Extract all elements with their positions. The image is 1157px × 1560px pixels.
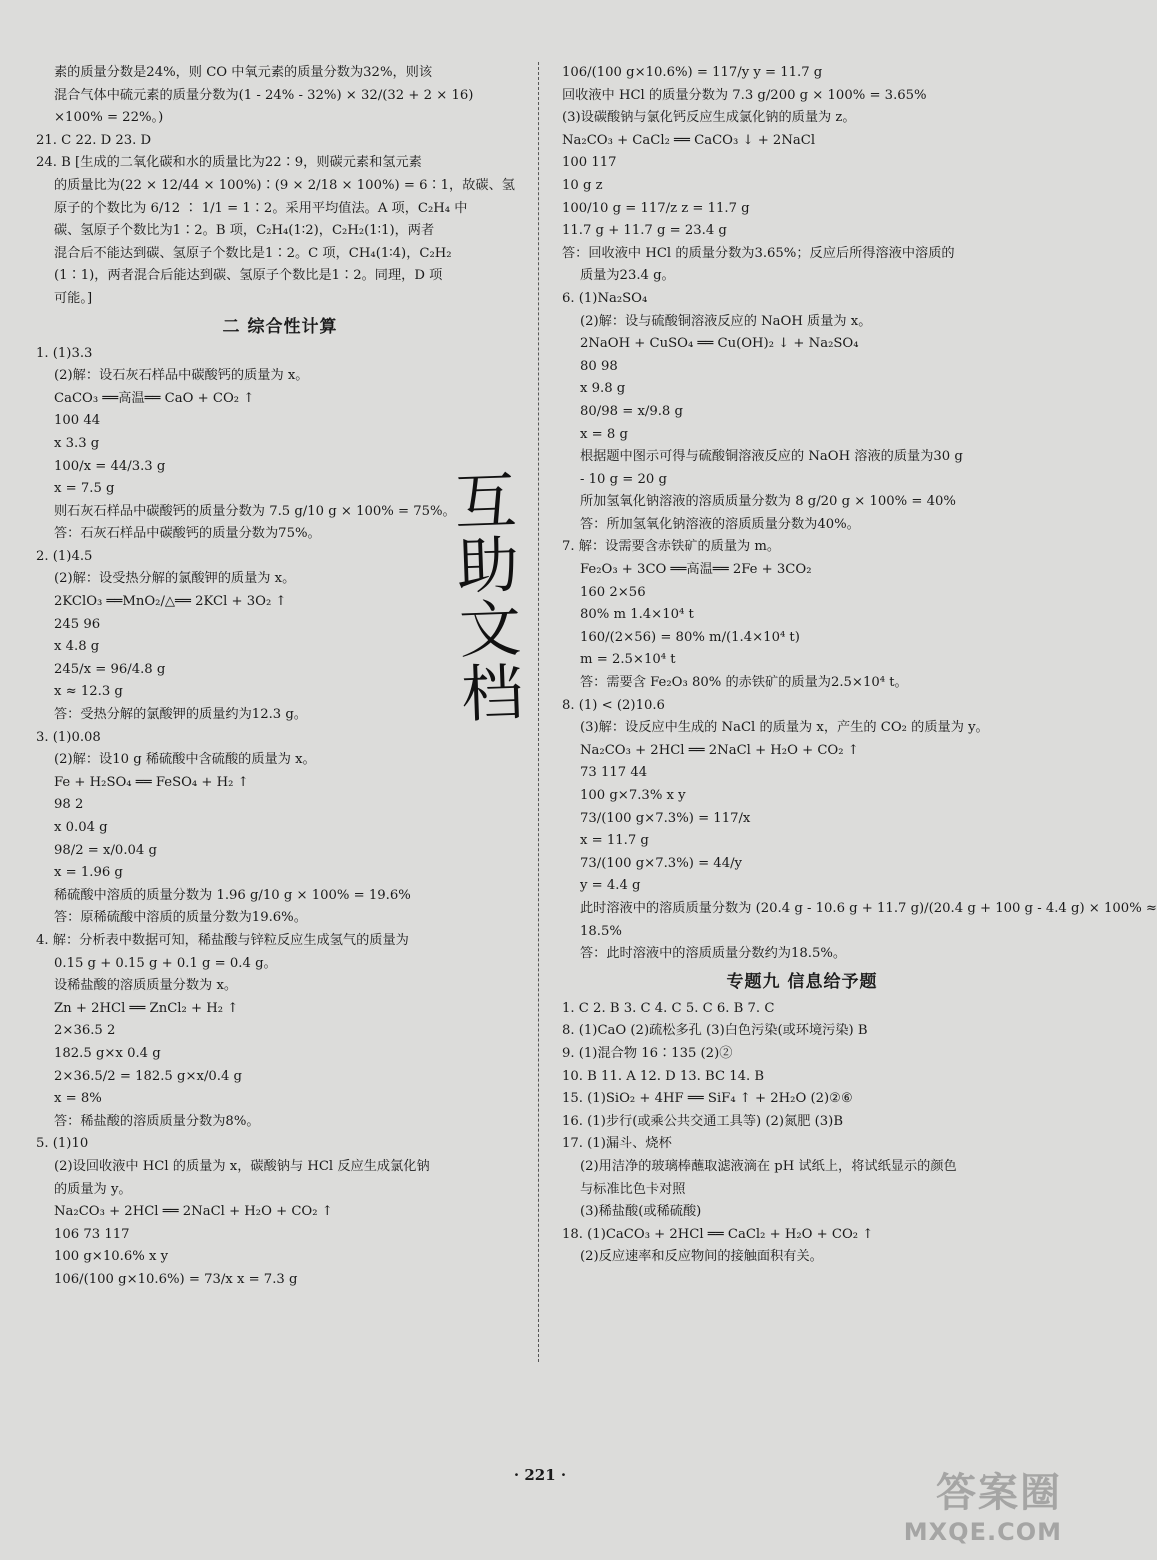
text-line: (2)解：设受热分解的氯酸钾的质量为 x。 — [54, 571, 296, 587]
text-line: 106/(100 g×10.6%) = 73/x x = 7.3 g — [54, 1271, 298, 1287]
text-line: x ≈ 12.3 g — [54, 684, 123, 700]
text-line: 100 117 — [562, 155, 617, 171]
text-line: (2)解：设与硫酸铜溶液反应的 NaOH 质量为 x。 — [580, 313, 872, 329]
text-line: 答：此时溶液中的溶质质量分数约为18.5%。 — [580, 946, 847, 962]
text-line: Fe + H₂SO₄ ══ FeSO₄ + H₂ ↑ — [54, 774, 249, 790]
text-line: x 9.8 g — [580, 381, 626, 397]
text-line: 答：所加氢氧化钠溶液的溶质质量分数为40%。 — [580, 516, 860, 532]
text-line: 80% m 1.4×10⁴ t — [580, 607, 694, 623]
text-line: 16. (1)步行(或乘公共交通工具等) (2)氮肥 (3)B — [562, 1113, 844, 1129]
text-line: x = 1.96 g — [54, 865, 123, 881]
text-line: x 4.8 g — [54, 639, 100, 655]
text-line: 106/(100 g×10.6%) = 117/y y = 11.7 g — [562, 65, 823, 80]
text-line: 106 73 117 — [54, 1226, 130, 1242]
column-divider — [538, 62, 539, 1362]
text-line: 的质量比为(22 × 12/44 × 100%)∶(9 × 2/18 × 100%) = 6∶1，故碳、氢 — [54, 177, 515, 193]
text-line: 2. (1)4.5 — [36, 548, 93, 564]
text-line: 10 g z — [562, 177, 603, 193]
text-line: 18. (1)CaCO₃ + 2HCl ══ CaCl₂ + H₂O + CO₂ ↑ — [562, 1226, 874, 1242]
text-line: 4. 解：分析表中数据可知，稀盐酸与锌粒反应生成氢气的质量为 — [36, 932, 409, 948]
text-line: 245 96 — [54, 616, 101, 632]
text-line: 73/(100 g×7.3%) = 44/y — [580, 855, 742, 871]
text-line: 3. (1)0.08 — [36, 729, 101, 745]
text-line: 原子的个数比为 6/12 ∶ 1/1 = 1∶2。采用平均值法。A 项，C₂H₄ 中 — [54, 200, 468, 216]
text-line: x 3.3 g — [54, 435, 100, 451]
text-line: 设稀盐酸的溶质质量分数为 x。 — [54, 978, 238, 994]
text-line: 质量为23.4 g。 — [580, 268, 675, 284]
text-line: 80/98 = x/9.8 g — [580, 403, 683, 419]
text-line: 混合后不能达到碳、氢原子个数比是1∶2。C 项，CH₄(1∶4)，C₂H₂ — [54, 245, 452, 261]
text-line: m = 2.5×10⁴ t — [580, 652, 676, 668]
handwritten-note — [453, 463, 525, 732]
text-line: 98 2 — [54, 797, 84, 813]
text-line: 73/(100 g×7.3%) = 117/x — [580, 810, 751, 826]
watermark-logo-text: 答案圈 — [936, 1470, 1062, 1516]
text-line: 0.15 g + 0.15 g + 0.1 g = 0.4 g。 — [54, 955, 277, 971]
text-line: CaCO₃ ══高温══ CaO + CO₂ ↑ — [54, 390, 255, 406]
text-line: 160/(2×56) = 80% m/(1.4×10⁴ t) — [580, 629, 800, 645]
text-line: 100 g×7.3% x y — [580, 788, 686, 803]
handwriting-char: 互 — [453, 463, 518, 540]
text-line: (1∶1)，两者混合后能达到碳、氢原子个数比是1∶2。同理，D 项 — [54, 268, 443, 284]
text-line: (2)解：设石灰石样品中碳酸钙的质量为 x。 — [54, 368, 309, 384]
text-line: 则石灰石样品中碳酸钙的质量分数为 7.5 g/10 g × 100% = 75%。 — [54, 503, 456, 519]
handwriting-char: 档 — [460, 655, 525, 732]
text-line: Na₂CO₃ + 2HCl ══ 2NaCl + H₂O + CO₂ ↑ — [54, 1204, 333, 1220]
text-line: (2)解：设10 g 稀硫酸中含硫酸的质量为 x。 — [54, 752, 316, 768]
text-line: 8. (1) < (2)10.6 — [562, 697, 665, 713]
text-line: x = 7.5 g — [54, 481, 115, 497]
text-line: (2)反应速率和反应物间的接触面积有关。 — [580, 1249, 823, 1265]
text-line: 15. (1)SiO₂ + 4HF ══ SiF₄ ↑ + 2H₂O (2)②⑥ — [562, 1091, 853, 1107]
text-line: 73 117 44 — [580, 765, 648, 781]
page-number: · 221 · — [513, 1466, 567, 1484]
text-line: 24. B [生成的二氧化碳和水的质量比为22∶9，则碳元素和氢元素 — [36, 155, 422, 171]
text-line: 9. (1)混合物 16∶135 (2)② — [562, 1045, 733, 1061]
section-heading: 二 综合性计算 — [222, 316, 338, 337]
text-line: 2KClO₃ ══MnO₂/△══ 2KCl + 3O₂ ↑ — [54, 594, 287, 610]
text-line: 答：回收液中 HCl 的质量分数为3.65%；反应后所得溶液中溶质的 — [562, 245, 955, 261]
text-line: 100 g×10.6% x y — [54, 1249, 169, 1265]
text-line: 2×36.5 2 — [54, 1023, 116, 1039]
text-line: 11.7 g + 11.7 g = 23.4 g — [562, 223, 727, 239]
text-line: 8. (1)CaO (2)疏松多孔 (3)白色污染(或环境污染) B — [562, 1023, 868, 1039]
text-line: 1. C 2. B 3. C 4. C 5. C 6. B 7. C — [562, 1000, 775, 1016]
text-line: 6. (1)Na₂SO₄ — [562, 290, 648, 306]
text-line: ×100% = 22%。) — [54, 110, 164, 126]
text-line: x = 8 g — [580, 426, 628, 442]
text-line: 答：需要含 Fe₂O₃ 80% 的赤铁矿的质量为2.5×10⁴ t。 — [580, 675, 908, 691]
watermark-url: MXQE.COM — [903, 1518, 1062, 1546]
text-line: 回收液中 HCl 的质量分数为 7.3 g/200 g × 100% = 3.65% — [562, 87, 927, 103]
section-heading: 专题九 信息给予题 — [726, 971, 878, 992]
text-line: 答：原稀硫酸中溶质的质量分数为19.6%。 — [54, 910, 307, 926]
text-line: x 0.04 g — [54, 820, 108, 835]
left-column — [36, 62, 524, 1291]
text-line: Na₂CO₃ + 2HCl ══ 2NaCl + H₂O + CO₂ ↑ — [580, 742, 859, 758]
text-line: 5. (1)10 — [36, 1136, 89, 1152]
text-line: (2)设回收液中 HCl 的质量为 x，碳酸钠与 HCl 反应生成氯化钠 — [54, 1158, 430, 1174]
text-line: 245/x = 96/4.8 g — [54, 661, 166, 677]
text-line: 素的质量分数是24%，则 CO 中氧元素的质量分数为32%，则该 — [54, 65, 433, 80]
text-line: (2)用洁净的玻璃棒蘸取滤液滴在 pH 试纸上，将试纸显示的颜色 — [580, 1158, 957, 1174]
text-line: 的质量为 y。 — [54, 1181, 132, 1197]
text-line: 7. 解：设需要含赤铁矿的质量为 m。 — [562, 539, 781, 555]
text-line: 所加氢氧化钠溶液的溶质质量分数为 8 g/20 g × 100% = 40% — [580, 494, 956, 510]
text-line: 2×36.5/2 = 182.5 g×x/0.4 g — [54, 1068, 242, 1084]
text-line: x = 11.7 g — [580, 833, 649, 849]
site-watermark — [904, 1461, 1062, 1546]
text-line: - 10 g = 20 g — [580, 471, 667, 487]
text-line: (3)设碳酸钠与氯化钙反应生成氯化钠的质量为 z。 — [562, 110, 856, 126]
text-line: 100/10 g = 117/z z = 11.7 g — [562, 200, 750, 216]
text-line: 答：受热分解的氯酸钾的质量约为12.3 g。 — [54, 707, 307, 723]
right-column — [562, 62, 1157, 1269]
text-line: Zn + 2HCl ══ ZnCl₂ + H₂ ↑ — [54, 1000, 239, 1016]
text-line: Fe₂O₃ + 3CO ══高温══ 2Fe + 3CO₂ — [580, 562, 812, 578]
text-line: 100/x = 44/3.3 g — [54, 458, 166, 474]
text-line: 此时溶液中的溶质质量分数为 (20.4 g - 10.6 g + 11.7 g)/(20.4 g + 100 g - 4.4 g) × 100% ≈ — [580, 900, 1157, 916]
text-line: 18.5% — [580, 923, 622, 939]
text-line: 1. (1)3.3 — [36, 345, 93, 361]
text-line: 稀硫酸中溶质的质量分数为 1.96 g/10 g × 100% = 19.6% — [54, 887, 411, 903]
handwriting-char: 助 — [455, 527, 521, 604]
text-line: 2NaOH + CuSO₄ ══ Cu(OH)₂ ↓ + Na₂SO₄ — [580, 336, 859, 352]
text-line: (3)稀盐酸(或稀硫酸) — [580, 1204, 702, 1220]
text-line: 根据题中图示可得与硫酸铜溶液反应的 NaOH 溶液的质量为30 g — [580, 449, 963, 465]
text-line: 182.5 g×x 0.4 g — [54, 1045, 161, 1061]
text-line: 160 2×56 — [580, 584, 646, 600]
text-line: y = 4.4 g — [580, 878, 641, 894]
text-line: 可能。] — [54, 290, 93, 306]
handwriting-char: 文 — [457, 591, 523, 668]
text-line: 98/2 = x/0.04 g — [54, 842, 157, 858]
text-line: Na₂CO₃ + CaCl₂ ══ CaCO₃ ↓ + 2NaCl — [562, 132, 816, 148]
text-line: 80 98 — [580, 358, 618, 374]
text-line: 答：稀盐酸的溶质质量分数为8%。 — [54, 1113, 260, 1129]
text-line: 10. B 11. A 12. D 13. BC 14. B — [562, 1068, 765, 1084]
text-line: 与标准比色卡对照 — [580, 1181, 686, 1197]
text-line: 100 44 — [54, 413, 101, 429]
text-line: (3)解：设反应中生成的 NaCl 的质量为 x，产生的 CO₂ 的质量为 y。 — [580, 720, 989, 736]
text-line: 21. C 22. D 23. D — [36, 132, 152, 148]
text-line: 碳、氢原子个数比为1∶2。B 项，C₂H₄(1∶2)，C₂H₂(1∶1)，两者 — [54, 223, 435, 239]
text-line: 答：石灰石样品中碳酸钙的质量分数为75%。 — [54, 526, 321, 542]
text-line: 17. (1)漏斗、烧杯 — [562, 1136, 672, 1152]
text-line: 混合气体中硫元素的质量分数为(1 - 24% - 32%) × 32/(32 + 2 × 16) — [54, 87, 474, 103]
text-line: x = 8% — [54, 1091, 102, 1107]
